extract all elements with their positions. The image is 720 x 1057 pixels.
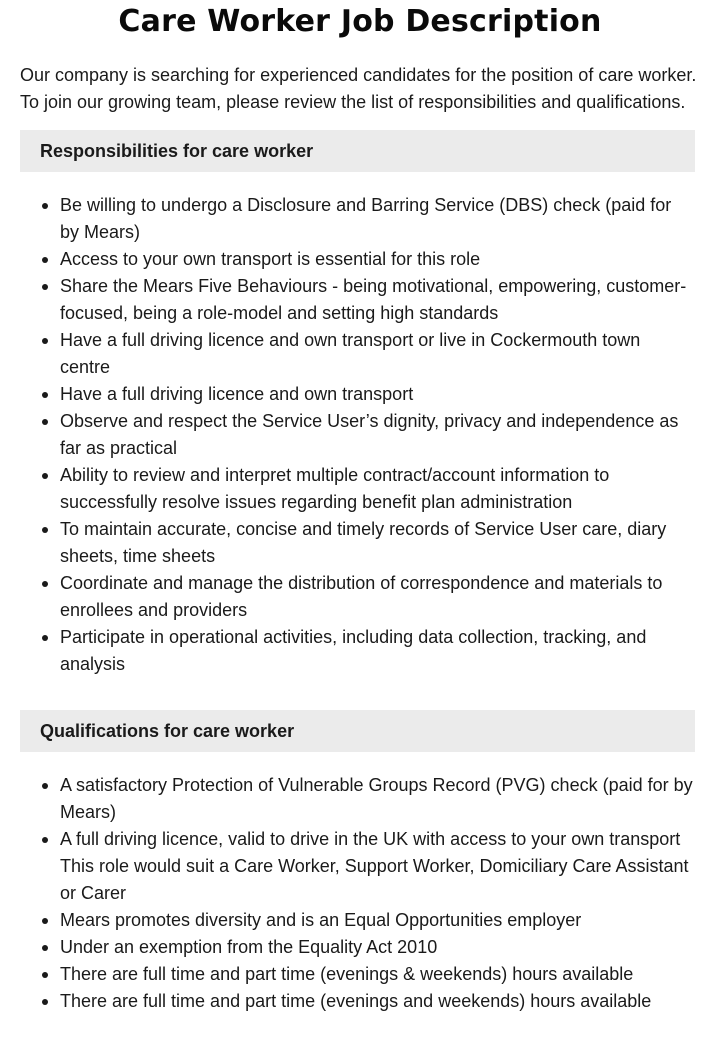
list-item-text: Ability to review and interpret multiple contract/account information to successfully resolve issues regarding benefit plan administration: [60, 465, 610, 512]
qualifications-list: [20, 772, 695, 1015]
section-spacer: [0, 678, 720, 696]
list-item: [60, 246, 695, 273]
bullet-icon: [42, 338, 48, 344]
list-item-text: To maintain accurate, concise and timely records of Service User care, diary sheets, time sheets: [60, 519, 667, 566]
list-item-text: Access to your own transport is essential for this role: [60, 249, 481, 269]
list-item-text: Coordinate and manage the distribution of correspondence and materials to enrollees and providers: [60, 573, 663, 620]
bullet-icon: [42, 527, 48, 533]
list-item: [60, 624, 695, 678]
list-item: [60, 462, 695, 516]
list-item: [60, 516, 695, 570]
list-item-text: There are full time and part time (evenings & weekends) hours available: [60, 964, 634, 984]
bullet-icon: [42, 203, 48, 209]
list-item: [60, 988, 695, 1015]
list-item: [60, 826, 695, 907]
list-item: [60, 934, 695, 961]
bullet-icon: [42, 635, 48, 641]
list-item: [60, 907, 695, 934]
bullet-icon: [42, 999, 48, 1005]
qualifications-header: Qualifications for care worker: [20, 710, 695, 752]
list-item: [60, 381, 695, 408]
bullet-icon: [42, 837, 48, 843]
responsibilities-list: [20, 192, 695, 678]
list-item-text: Have a full driving licence and own transport or live in Cockermouth town centre: [60, 330, 641, 377]
list-item-text: Share the Mears Five Behaviours - being motivational, empowering, customer-focused, being a role-model and setting high standards: [60, 276, 687, 323]
list-item: [60, 273, 695, 327]
bullet-icon: [42, 392, 48, 398]
bullet-icon: [42, 783, 48, 789]
bullet-icon: [42, 473, 48, 479]
list-item-text: Observe and respect the Service User’s dignity, privacy and independence as far as practical: [60, 411, 679, 458]
list-item-text: Participate in operational activities, including data collection, tracking, and analysis: [60, 627, 647, 674]
responsibilities-header: Responsibilities for care worker: [20, 130, 695, 172]
list-item-text: A full driving licence, valid to drive in the UK with access to your own transport This role would suit a Care Worker, Support Worker, Domiciliary Care Assistant or Carer: [60, 829, 689, 903]
list-item: [60, 570, 695, 624]
list-item: [60, 192, 695, 246]
list-item-text: Mears promotes diversity and is an Equal Opportunities employer: [60, 910, 582, 930]
list-item-text: Under an exemption from the Equality Act 2010: [60, 937, 438, 957]
bullet-icon: [42, 257, 48, 263]
list-item: [60, 961, 695, 988]
list-item: [60, 772, 695, 826]
bullet-icon: [42, 918, 48, 924]
bullet-icon: [42, 945, 48, 951]
bullet-icon: [42, 284, 48, 290]
list-item-text: Be willing to undergo a Disclosure and Barring Service (DBS) check (paid for by Mears): [60, 195, 672, 242]
bullet-icon: [42, 972, 48, 978]
bullet-icon: [42, 419, 48, 425]
list-item-text: There are full time and part time (evenings and weekends) hours available: [60, 991, 652, 1011]
page-title: Care Worker Job Description: [118, 4, 602, 39]
list-item-text: A satisfactory Protection of Vulnerable Groups Record (PVG) check (paid for by Mears): [60, 775, 693, 822]
list-item-text: Have a full driving licence and own transport: [60, 384, 414, 404]
list-item: [60, 408, 695, 462]
list-item: [60, 327, 695, 381]
intro-paragraph: Our company is searching for experienced candidates for the position of care worker. To join our growing team, please review the list of responsibilities and qualifications.: [20, 65, 697, 112]
bullet-icon: [42, 581, 48, 587]
